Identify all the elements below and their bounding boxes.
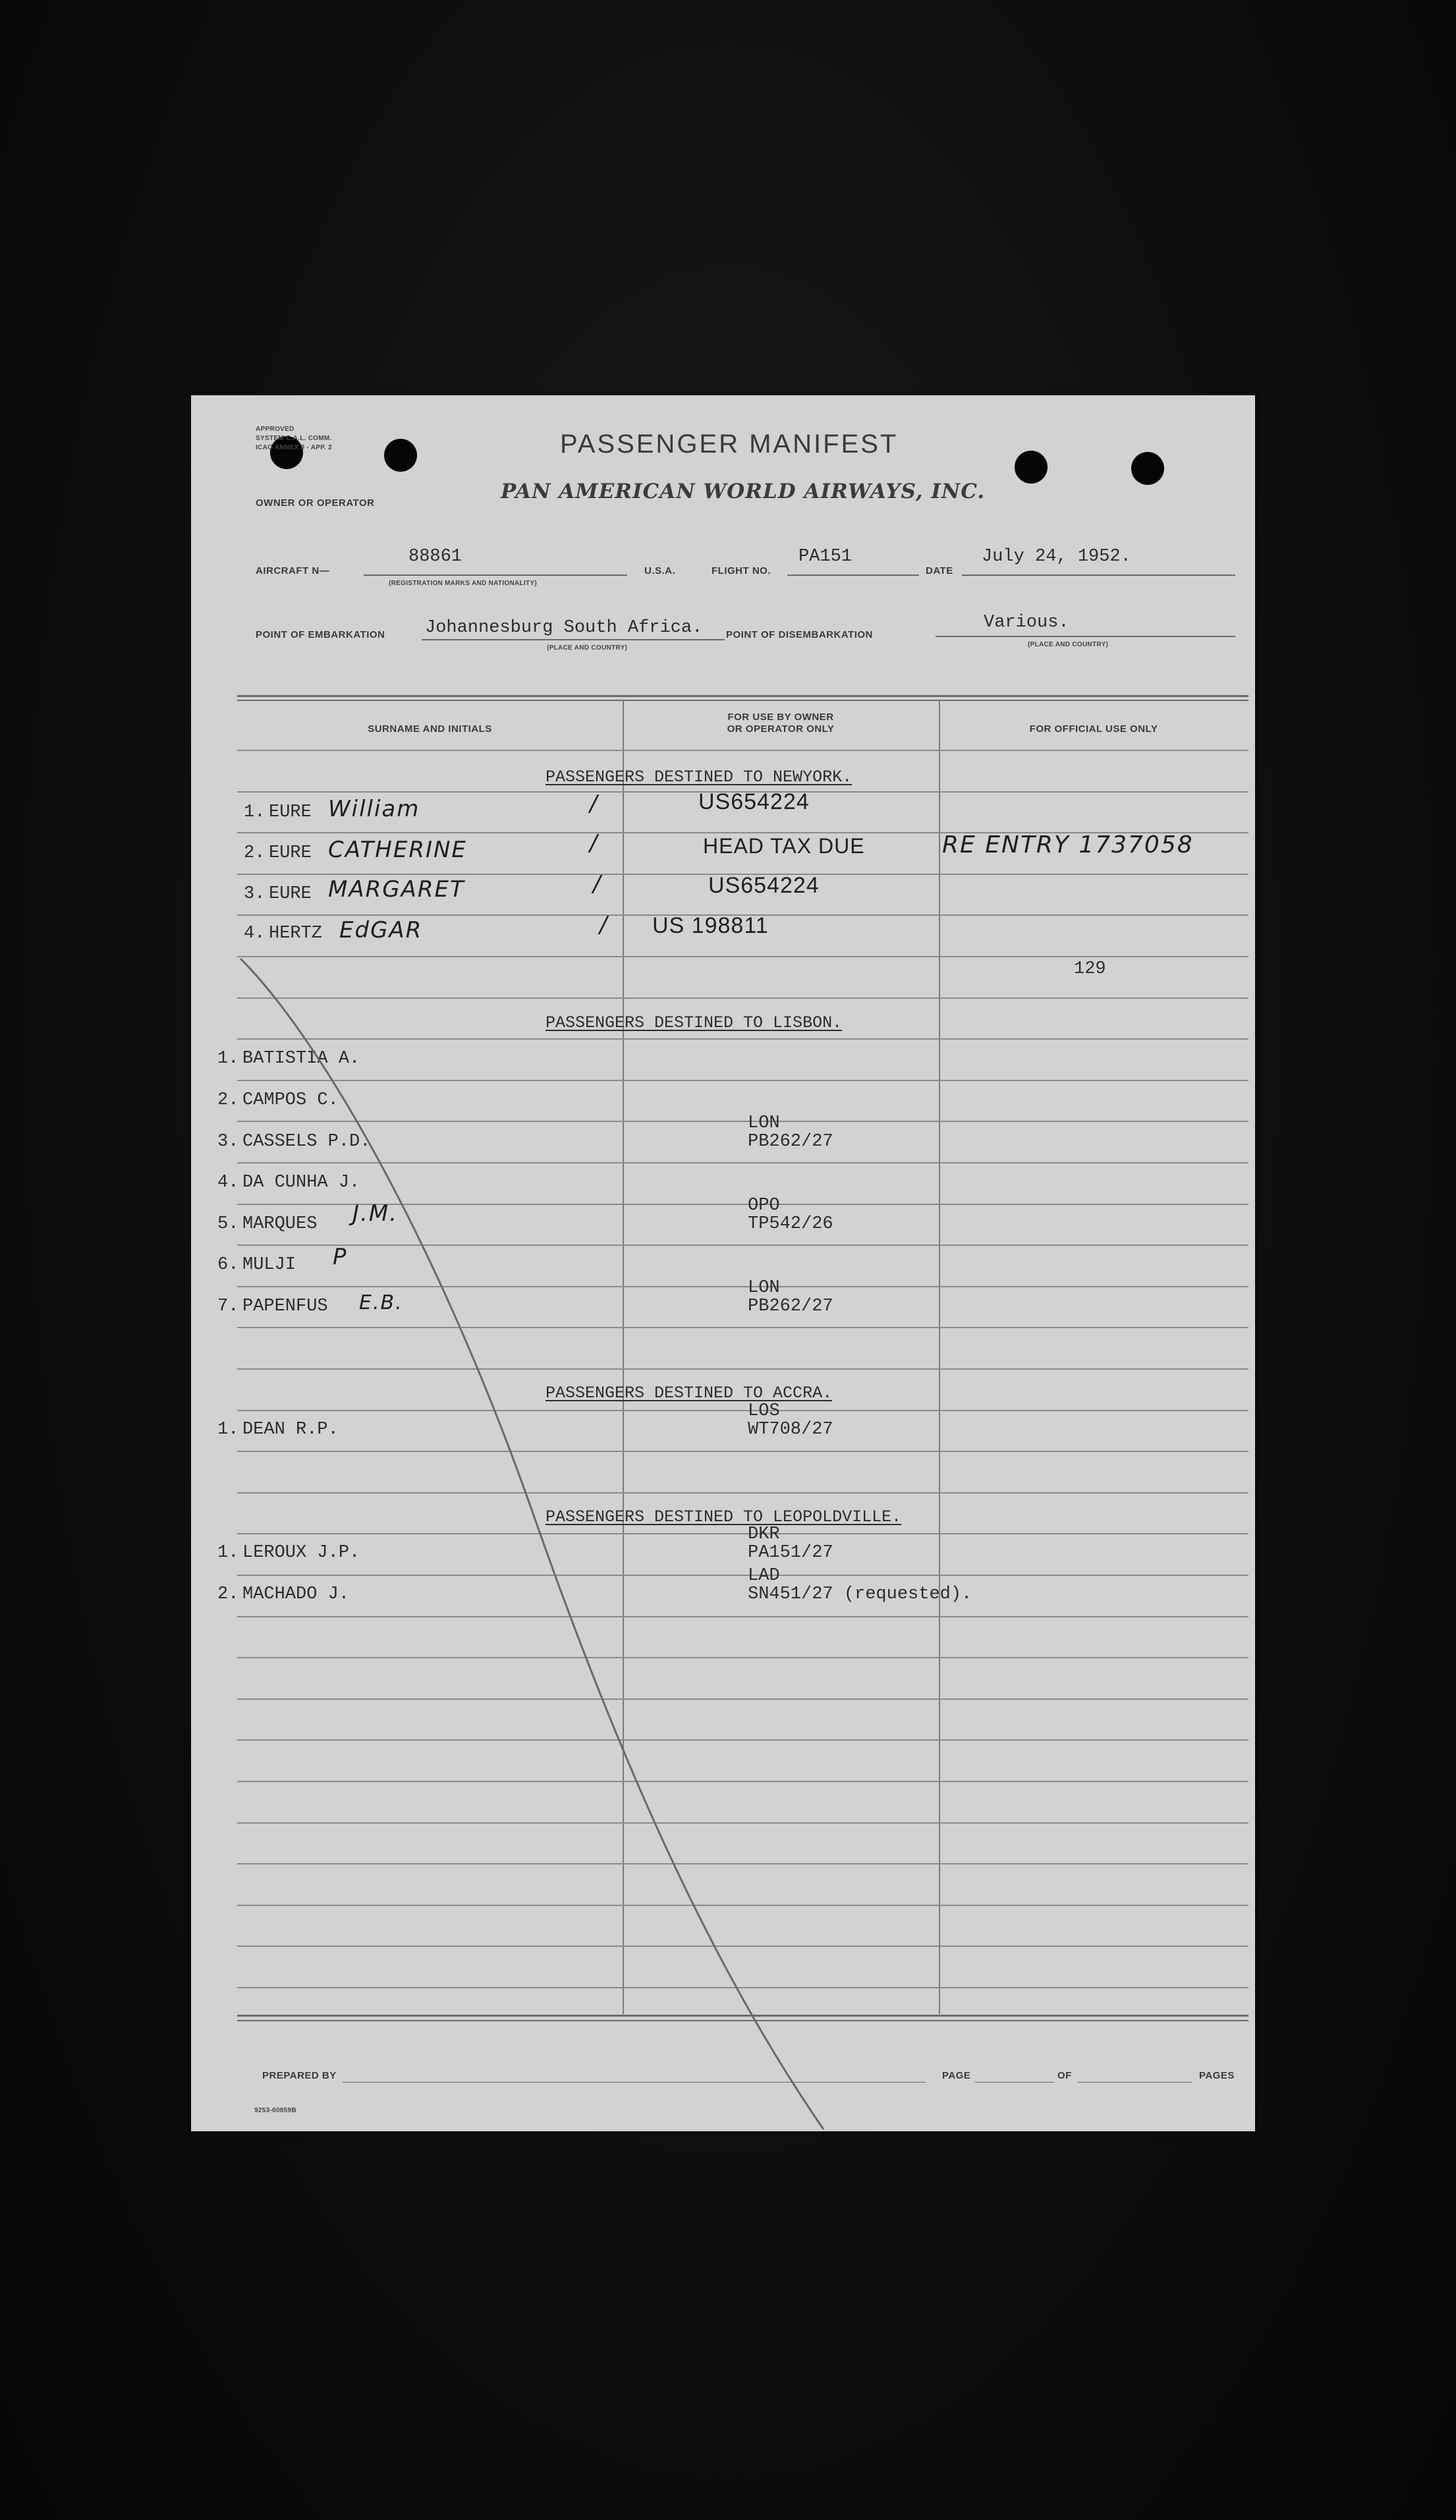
passenger-surname: CAMPOS C. (242, 1090, 339, 1110)
place-caption: (PLACE AND COUNTRY) (547, 644, 628, 652)
owner-entry: US654224 (708, 873, 820, 898)
check-mark: / (593, 871, 602, 897)
embarkation-label: POINT OF EMBARKATION (256, 629, 385, 640)
owner-entry-code: LON (748, 1113, 780, 1133)
passenger-surname: MARQUES (242, 1214, 318, 1234)
section-heading-leopoldville: PASSENGERS DESTINED TO LEOPOLDVILLE. (546, 1507, 902, 1526)
of-underline (1077, 2082, 1192, 2083)
passenger-number: 1. (217, 1543, 239, 1563)
date-label: DATE (926, 565, 953, 576)
passenger-surname: PAPENFUS (242, 1297, 328, 1316)
col-header-owner-1: FOR USE BY OWNER (727, 712, 834, 723)
check-mark: / (600, 912, 609, 938)
prepared-by-label: PREPARED BY (262, 2070, 337, 2081)
passenger-number: 5. (217, 1214, 239, 1234)
owner-entry: US654224 (698, 789, 810, 814)
passenger-number: 2. (217, 1090, 239, 1110)
passenger-surname: HERTZ (269, 924, 323, 943)
owner-entry-flight: SN451/27 (requested). (748, 1584, 972, 1604)
date-value: July 24, 1952. (982, 547, 1131, 567)
embarkation-value: Johannesburg South Africa. (425, 618, 703, 638)
prepared-by-underline (343, 2082, 926, 2083)
owner-entry: US 198811 (652, 913, 769, 938)
passenger-handwritten-name: William (328, 796, 420, 822)
form-code: 9253-60859B (254, 2107, 296, 2114)
passenger-handwritten-name: MARGARET (328, 876, 465, 903)
company-name: PAN AMERICAN WORLD AIRWAYS, INC. (501, 480, 986, 503)
owner-entry-code: LOS (748, 1401, 780, 1421)
owner-entry-flight: PA151/27 (748, 1543, 833, 1563)
col-header-surname: SURNAME AND INITIALS (368, 723, 492, 735)
owner-entry-code: LON (748, 1278, 780, 1298)
passenger-surname: CASSELS P.D. (242, 1132, 371, 1152)
section-heading-accra: PASSENGERS DESTINED TO ACCRA. (546, 1384, 833, 1403)
page-label: PAGE (942, 2070, 971, 2081)
aircraft-value: 88861 (408, 547, 462, 567)
passenger-number: 2. (217, 1584, 239, 1604)
official-number: 129 (1074, 959, 1106, 979)
owner-entry-code: LAD (748, 1566, 780, 1586)
passenger-number: 1. (217, 1420, 239, 1440)
diagonal-cancel-line (191, 395, 1255, 2131)
flight-value: PA151 (798, 547, 853, 567)
check-mark: / (590, 830, 599, 856)
passenger-number: 3. (217, 1132, 239, 1152)
passenger-surname: DEAN R.P. (242, 1420, 339, 1440)
owner-label: OWNER OR OPERATOR (256, 497, 375, 509)
passenger-handwritten-name: EdGAR (339, 917, 423, 943)
section-heading-newyork: PASSENGERS DESTINED TO NEWYORK. (546, 768, 853, 787)
owner-entry-code: DKR (748, 1525, 780, 1544)
passenger-surname: MULJI (242, 1255, 296, 1275)
passenger-number: 4. (217, 1173, 239, 1192)
disembarkation-label: POINT OF DISEMBARKATION (726, 629, 873, 640)
passenger-surname: EURE (269, 884, 312, 904)
passenger-surname: EURE (269, 802, 312, 822)
disembarkation-value: Various. (984, 613, 1069, 632)
owner-entry-flight: PB262/27 (748, 1297, 833, 1316)
page-underline (975, 2082, 1054, 2083)
official-entry: RE ENTRY 1737058 (942, 831, 1194, 858)
section-heading-lisbon: PASSENGERS DESTINED TO LISBON. (546, 1013, 843, 1032)
passenger-number: 1. (244, 802, 266, 822)
passenger-number: 7. (217, 1297, 239, 1316)
check-mark: / (590, 791, 599, 817)
approval-line: ICAO ANNEX 9 - APP. 2 (256, 444, 332, 451)
aircraft-label: AIRCRAFT N— (256, 565, 330, 576)
owner-entry-code: OPO (748, 1196, 780, 1216)
passenger-surname: EURE (269, 843, 312, 863)
owner-entry-flight: WT708/27 (748, 1420, 833, 1440)
manifest-sheet (191, 395, 1255, 2131)
passenger-surname: DA CUNHA J. (242, 1173, 360, 1192)
form-title: PASSENGER MANIFEST (560, 430, 899, 459)
owner-entry-flight: PB262/27 (748, 1132, 833, 1152)
passenger-number: 3. (244, 884, 266, 904)
passenger-surname: LEROUX J.P. (242, 1543, 360, 1563)
flight-label: FLIGHT NO. (712, 565, 771, 576)
usa-label: U.S.A. (644, 565, 676, 576)
col-header-owner-2: OR OPERATOR ONLY (727, 723, 835, 735)
passenger-handwritten-name: P (333, 1244, 348, 1270)
passenger-handwritten-name: CATHERINE (328, 837, 467, 863)
passenger-number: 4. (244, 924, 266, 943)
approval-line: APPROVED (256, 426, 294, 433)
pages-label: PAGES (1199, 2070, 1235, 2081)
passenger-handwritten-name: J.M. (352, 1200, 398, 1227)
registration-caption: (REGISTRATION MARKS AND NATIONALITY) (389, 580, 538, 587)
approval-line: SYSTEM C.A.L. COMM. (256, 435, 332, 442)
owner-entry: HEAD TAX DUE (703, 834, 865, 858)
col-header-official: FOR OFFICIAL USE ONLY (1029, 723, 1158, 735)
passenger-number: 6. (217, 1255, 239, 1275)
owner-entry-flight: TP542/26 (748, 1214, 833, 1234)
passenger-surname: BATISTIA A. (242, 1049, 360, 1069)
place-caption: (PLACE AND COUNTRY) (1028, 641, 1109, 648)
passenger-number: 1. (217, 1049, 239, 1069)
passenger-surname: MACHADO J. (242, 1584, 350, 1604)
of-label: OF (1057, 2070, 1072, 2081)
passenger-number: 2. (244, 843, 266, 863)
passenger-handwritten-name: E.B. (359, 1291, 403, 1314)
